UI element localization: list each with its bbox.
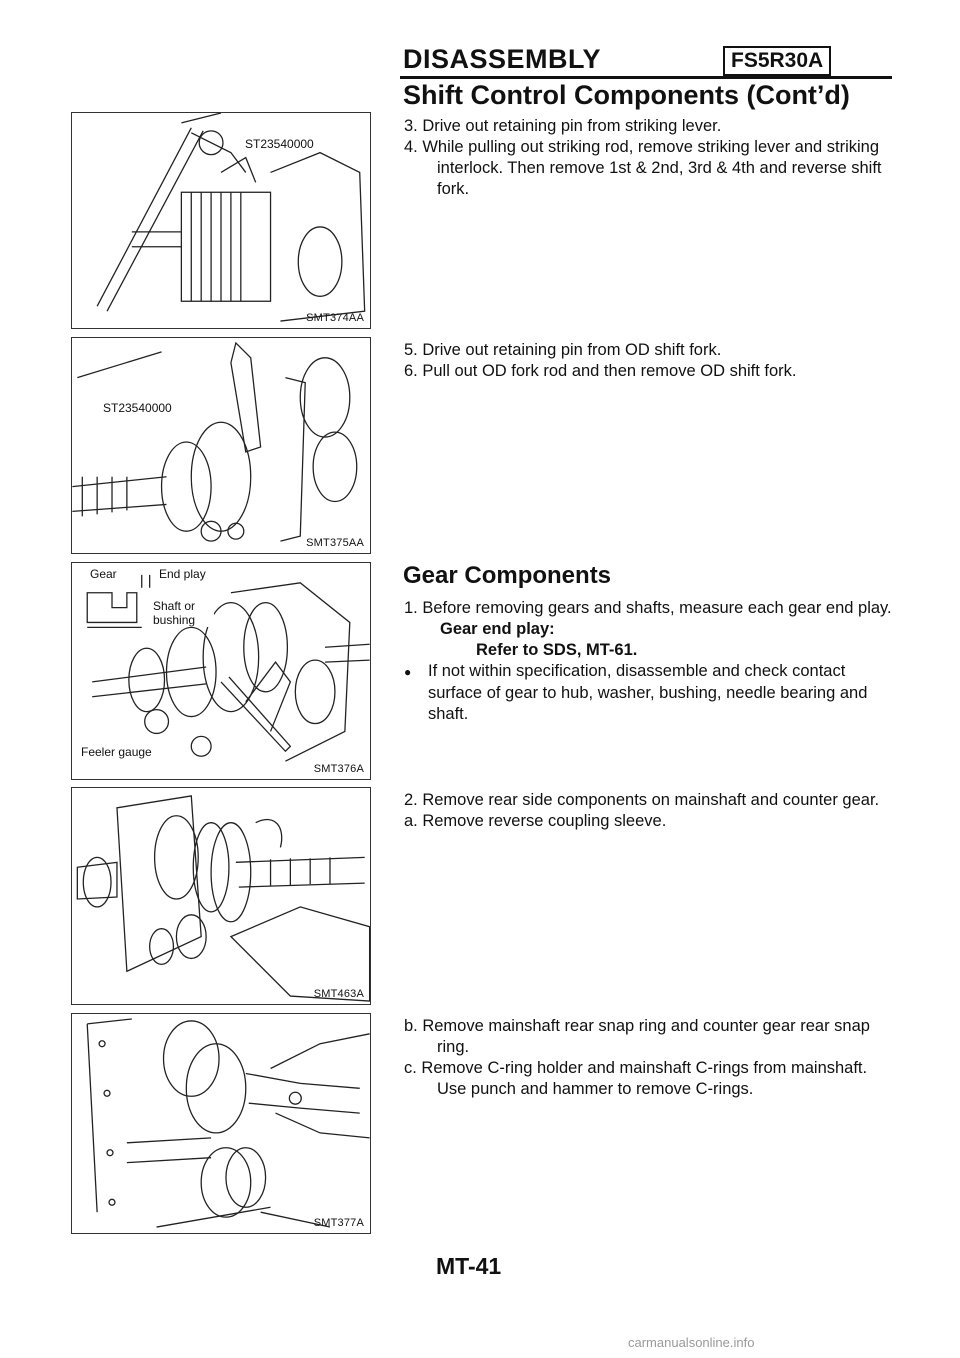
shaft-or-bushing-label: Shaft or bushing xyxy=(152,599,214,627)
instructions-block-4 xyxy=(404,790,892,832)
section-subtitle: Shift Control Components (Cont’d) xyxy=(403,80,850,110)
figure-caption: SMT377A xyxy=(313,1217,364,1229)
feeler-gauge-label: Feeler gauge xyxy=(81,745,152,759)
gear-components-heading: Gear Components xyxy=(403,562,612,589)
spec-value: Refer to SDS, MT-61. xyxy=(476,641,638,659)
figure-smt463a xyxy=(71,787,371,1005)
tool-label: ST23540000 xyxy=(103,401,172,415)
step-text: 1. Before removing gears and shafts, measure each gear end play. xyxy=(404,599,892,617)
page-number: MT-41 xyxy=(436,1253,502,1279)
figure-smt374aa xyxy=(71,112,371,329)
step-text: c. Remove C-ring holder and mainshaft C-rings from mainshaft. Use punch and hammer to remove C-rings. xyxy=(404,1059,868,1098)
figure-smt377a xyxy=(71,1013,371,1234)
tool-label: ST23540000 xyxy=(245,137,314,151)
step-text: 5. Drive out retaining pin from OD shift fork. xyxy=(404,341,722,359)
instructions-block-5 xyxy=(404,1016,892,1100)
figure-caption: SMT375AA xyxy=(306,537,364,549)
step-text: a. Remove reverse coupling sleeve. xyxy=(404,812,667,830)
step-text: 3. Drive out retaining pin from striking lever. xyxy=(404,117,722,135)
figure-illustration xyxy=(72,338,370,553)
figure-illustration xyxy=(72,788,370,1004)
figure-illustration xyxy=(72,113,370,328)
figure-smt376a xyxy=(71,562,371,780)
figure-caption: SMT374AA xyxy=(306,312,364,324)
bullet-item xyxy=(404,661,892,725)
step-text: 2. Remove rear side components on mainshaft and counter gear. xyxy=(404,791,880,809)
bullet-icon: ● xyxy=(404,665,412,679)
figure-caption: SMT463A xyxy=(313,988,364,1000)
instructions-block-1 xyxy=(404,116,892,200)
gear-label: Gear xyxy=(90,567,117,581)
instructions-block-2 xyxy=(404,340,892,382)
figure-smt375aa xyxy=(71,337,371,554)
watermark: carmanualsonline.info xyxy=(628,1335,755,1350)
section-title: DISASSEMBLY xyxy=(403,44,602,74)
spec-label: Gear end play: xyxy=(440,620,555,638)
header-rule xyxy=(400,76,892,79)
figure-caption: SMT376A xyxy=(313,763,364,775)
model-badge: FS5R30A xyxy=(723,46,831,76)
figure-illustration xyxy=(72,1014,370,1233)
bullet-text: If not within specification, disassemble and check contact surface of gear to hub, washer, bushing, needle bearing and shaft. xyxy=(428,662,868,723)
step-text: b. Remove mainshaft rear snap ring and counter gear rear snap ring. xyxy=(404,1017,870,1056)
step-text: 6. Pull out OD fork rod and then remove OD shift fork. xyxy=(404,362,797,380)
instructions-block-3 xyxy=(404,598,892,725)
step-text: 4. While pulling out striking rod, remove striking lever and striking interlock. Then remove 1st & 2nd, 3rd & 4th and reverse shift fork. xyxy=(404,138,882,198)
end-play-label: End play xyxy=(159,567,206,581)
